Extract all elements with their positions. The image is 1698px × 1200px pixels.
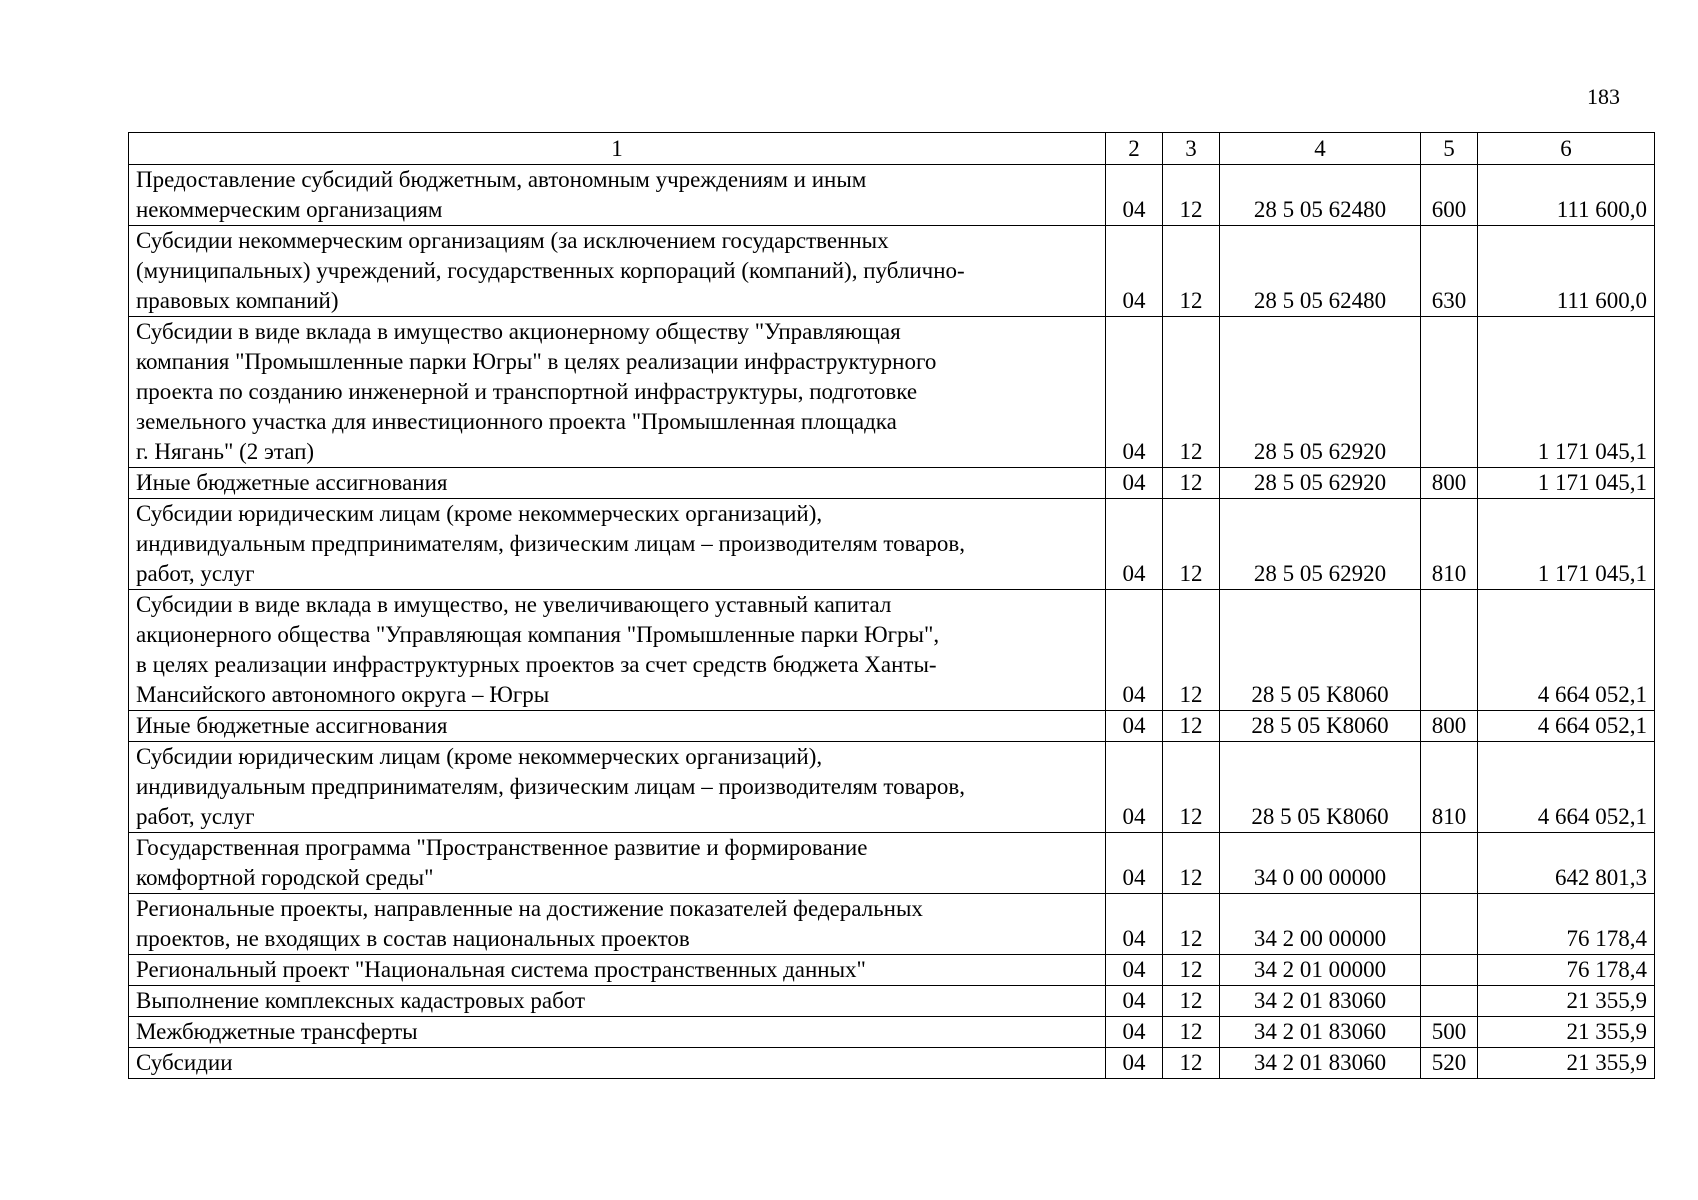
table-header-row bbox=[129, 133, 1655, 165]
row-description: Иные бюджетные ассигнования bbox=[129, 711, 1106, 742]
row-target-code: 28 5 05 62480 bbox=[1220, 165, 1421, 226]
row-subsection: 12 bbox=[1163, 1048, 1220, 1079]
row-section: 04 bbox=[1106, 317, 1163, 468]
row-section: 04 bbox=[1106, 165, 1163, 226]
row-amount: 1 171 045,1 bbox=[1478, 468, 1655, 499]
row-subsection: 12 bbox=[1163, 1017, 1220, 1048]
row-target-code: 28 5 05 62480 bbox=[1220, 226, 1421, 317]
row-section: 04 bbox=[1106, 833, 1163, 894]
column-header: 2 bbox=[1106, 133, 1163, 165]
row-subsection: 12 bbox=[1163, 226, 1220, 317]
row-target-code: 28 5 05 62920 bbox=[1220, 468, 1421, 499]
row-description: Региональный проект "Национальная система пространственных данных" bbox=[129, 955, 1106, 986]
row-target-code: 28 5 05 62920 bbox=[1220, 499, 1421, 590]
row-subsection: 12 bbox=[1163, 317, 1220, 468]
column-header: 4 bbox=[1220, 133, 1421, 165]
row-description: Субсидии некоммерческим организациям (за исключением государственных (муниципальных) учреждений, государственных корпораций (компаний), публично- правовых компаний) bbox=[129, 226, 1106, 317]
column-header: 1 bbox=[129, 133, 1106, 165]
column-header: 6 bbox=[1478, 133, 1655, 165]
row-description: Субсидии юридическим лицам (кроме некоммерческих организаций), индивидуальным предпринимателям, физическим лицам – производителям товаров, работ, услуг bbox=[129, 499, 1106, 590]
row-section: 04 bbox=[1106, 1048, 1163, 1079]
row-description: Субсидии юридическим лицам (кроме некоммерческих организаций), индивидуальным предпринимателям, физическим лицам – производителям товаров, работ, услуг bbox=[129, 742, 1106, 833]
column-header: 3 bbox=[1163, 133, 1220, 165]
row-subsection: 12 bbox=[1163, 165, 1220, 226]
row-expense-type bbox=[1421, 317, 1478, 468]
row-amount: 111 600,0 bbox=[1478, 226, 1655, 317]
row-amount: 4 664 052,1 bbox=[1478, 711, 1655, 742]
row-section: 04 bbox=[1106, 590, 1163, 711]
row-section: 04 bbox=[1106, 955, 1163, 986]
row-target-code: 28 5 05 62920 bbox=[1220, 317, 1421, 468]
row-description: Субсидии в виде вклада в имущество, не увеличивающего уставный капитал акционерного общества "Управляющая компания "Промышленные парки Югры", в целях реализации инфраструктурных проектов за счет средств бюджета Ханты- Мансийского автономного округа – Югры bbox=[129, 590, 1106, 711]
row-section: 04 bbox=[1106, 711, 1163, 742]
row-expense-type: 520 bbox=[1421, 1048, 1478, 1079]
column-header: 5 bbox=[1421, 133, 1478, 165]
row-target-code: 34 2 01 83060 bbox=[1220, 986, 1421, 1017]
page-number: 183 bbox=[1587, 84, 1620, 109]
row-target-code: 34 2 00 00000 bbox=[1220, 894, 1421, 955]
row-section: 04 bbox=[1106, 499, 1163, 590]
table-row bbox=[129, 590, 1655, 711]
budget-table bbox=[128, 132, 1655, 1079]
row-expense-type: 800 bbox=[1421, 468, 1478, 499]
row-expense-type bbox=[1421, 986, 1478, 1017]
row-subsection: 12 bbox=[1163, 742, 1220, 833]
table-row bbox=[129, 955, 1655, 986]
row-subsection: 12 bbox=[1163, 833, 1220, 894]
table-row bbox=[129, 1048, 1655, 1079]
row-expense-type: 810 bbox=[1421, 742, 1478, 833]
row-target-code: 28 5 05 K8060 bbox=[1220, 590, 1421, 711]
table-row bbox=[129, 833, 1655, 894]
row-target-code: 28 5 05 K8060 bbox=[1220, 711, 1421, 742]
table-body bbox=[129, 165, 1655, 1079]
table-row bbox=[129, 165, 1655, 226]
row-section: 04 bbox=[1106, 894, 1163, 955]
row-expense-type: 600 bbox=[1421, 165, 1478, 226]
row-target-code: 34 2 01 83060 bbox=[1220, 1048, 1421, 1079]
table-row bbox=[129, 711, 1655, 742]
row-target-code: 34 0 00 00000 bbox=[1220, 833, 1421, 894]
row-amount: 21 355,9 bbox=[1478, 1017, 1655, 1048]
row-amount: 4 664 052,1 bbox=[1478, 742, 1655, 833]
row-expense-type: 630 bbox=[1421, 226, 1478, 317]
row-section: 04 bbox=[1106, 986, 1163, 1017]
row-amount: 4 664 052,1 bbox=[1478, 590, 1655, 711]
row-expense-type: 800 bbox=[1421, 711, 1478, 742]
row-section: 04 bbox=[1106, 1017, 1163, 1048]
row-subsection: 12 bbox=[1163, 711, 1220, 742]
row-target-code: 28 5 05 K8060 bbox=[1220, 742, 1421, 833]
table-row bbox=[129, 226, 1655, 317]
row-description: Субсидии в виде вклада в имущество акционерному обществу "Управляющая компания "Промышленные парки Югры" в целях реализации инфраструктурного проекта по созданию инженерной и транспортной инфраструктуры, подготовке земельного участка для инвестиционного проекта "Промышленная площадка г. Нягань" (2 этап) bbox=[129, 317, 1106, 468]
row-amount: 1 171 045,1 bbox=[1478, 499, 1655, 590]
table-row bbox=[129, 742, 1655, 833]
row-section: 04 bbox=[1106, 226, 1163, 317]
row-expense-type: 810 bbox=[1421, 499, 1478, 590]
row-subsection: 12 bbox=[1163, 955, 1220, 986]
table-row bbox=[129, 468, 1655, 499]
row-amount: 76 178,4 bbox=[1478, 894, 1655, 955]
row-section: 04 bbox=[1106, 742, 1163, 833]
row-subsection: 12 bbox=[1163, 590, 1220, 711]
row-expense-type: 500 bbox=[1421, 1017, 1478, 1048]
row-section: 04 bbox=[1106, 468, 1163, 499]
row-expense-type bbox=[1421, 590, 1478, 711]
row-subsection: 12 bbox=[1163, 986, 1220, 1017]
table-row bbox=[129, 986, 1655, 1017]
row-description: Предоставление субсидий бюджетным, автономным учреждениям и иным некоммерческим организациям bbox=[129, 165, 1106, 226]
row-amount: 642 801,3 bbox=[1478, 833, 1655, 894]
row-expense-type bbox=[1421, 894, 1478, 955]
row-amount: 111 600,0 bbox=[1478, 165, 1655, 226]
row-expense-type bbox=[1421, 955, 1478, 986]
row-amount: 1 171 045,1 bbox=[1478, 317, 1655, 468]
row-subsection: 12 bbox=[1163, 468, 1220, 499]
row-description: Межбюджетные трансферты bbox=[129, 1017, 1106, 1048]
row-subsection: 12 bbox=[1163, 894, 1220, 955]
table-row bbox=[129, 894, 1655, 955]
row-description: Государственная программа "Пространственное развитие и формирование комфортной городской среды" bbox=[129, 833, 1106, 894]
row-amount: 76 178,4 bbox=[1478, 955, 1655, 986]
row-target-code: 34 2 01 83060 bbox=[1220, 1017, 1421, 1048]
row-description: Субсидии bbox=[129, 1048, 1106, 1079]
row-subsection: 12 bbox=[1163, 499, 1220, 590]
row-description: Иные бюджетные ассигнования bbox=[129, 468, 1106, 499]
row-target-code: 34 2 01 00000 bbox=[1220, 955, 1421, 986]
row-amount: 21 355,9 bbox=[1478, 986, 1655, 1017]
table-row bbox=[129, 317, 1655, 468]
row-expense-type bbox=[1421, 833, 1478, 894]
row-amount: 21 355,9 bbox=[1478, 1048, 1655, 1079]
table-row bbox=[129, 499, 1655, 590]
table-row bbox=[129, 1017, 1655, 1048]
row-description: Выполнение комплексных кадастровых работ bbox=[129, 986, 1106, 1017]
row-description: Региональные проекты, направленные на достижение показателей федеральных проектов, не входящих в состав национальных проектов bbox=[129, 894, 1106, 955]
